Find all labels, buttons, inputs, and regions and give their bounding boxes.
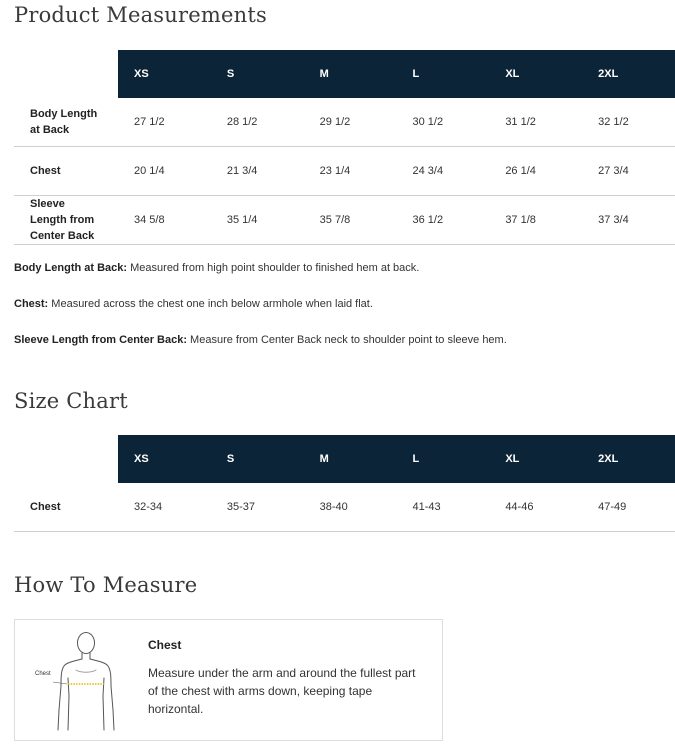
table-cell: 34 5/8 [118,196,211,245]
size-header-l: L [396,435,489,483]
body-outline-icon [31,626,141,738]
table-cell: 44-46 [489,483,582,532]
row-label-line: Chest [30,165,61,177]
table-cell: 32-34 [118,483,211,532]
table-cell: 21 3/4 [211,147,304,196]
row-label-line: Body Length [30,108,98,120]
figure-label: Chest [35,671,51,677]
table-cell: 27 1/2 [118,98,211,147]
size-header-m: M [304,50,397,98]
table-row [14,147,675,196]
size-header-s: S [211,50,304,98]
table-header-row [14,50,675,98]
table-cell: 41-43 [396,483,489,532]
note-term: Sleeve Length from Center Back: [14,334,187,346]
table-cell: 37 1/8 [489,196,582,245]
table-cell: 36 1/2 [396,196,489,245]
size-header-s: S [211,435,304,483]
table-cell: 35-37 [211,483,304,532]
table-cell: 30 1/2 [396,98,489,147]
size-header-xs: XS [118,435,211,483]
product-measurements-title: Product Measurements [14,3,267,27]
measure-card-text: Measure under the arm and around the fullest part of the chest with arms down, keeping tape horizontal. [148,666,416,716]
note-sleeve-length [14,334,507,346]
header-corner [14,50,118,98]
row-label-chest [14,147,118,196]
row-label-sleeve-length [14,196,118,245]
table-cell: 20 1/4 [118,147,211,196]
note-text: Measured across the chest one inch below armhole when laid flat. [48,298,373,310]
note-term: Chest: [14,298,49,310]
row-label-chest: Chest [14,483,118,532]
header-corner [14,435,118,483]
table-cell: 23 1/4 [304,147,397,196]
table-cell: 35 1/4 [211,196,304,245]
size-header-xs: XS [118,50,211,98]
size-header-2xl: 2XL [582,435,675,483]
size-header-xl: XL [489,50,582,98]
table-cell: 27 3/4 [582,147,675,196]
table-cell: 28 1/2 [211,98,304,147]
product-measurements-table [14,50,675,245]
size-chart-title: Size Chart [14,389,128,413]
measure-card-heading: Chest [148,638,182,652]
note-text: Measured from high point shoulder to finished hem at back. [127,262,420,274]
table-cell: 29 1/2 [304,98,397,147]
table-cell: 31 1/2 [489,98,582,147]
note-chest [14,298,373,310]
row-label-line: Center Back [30,230,95,242]
size-header-2xl: 2XL [582,50,675,98]
table-cell: 24 3/4 [396,147,489,196]
table-cell: 47-49 [582,483,675,532]
table-row [14,483,675,532]
table-row [14,196,675,245]
note-term: Body Length at Back: [14,262,128,274]
size-chart-table [14,435,675,532]
table-cell: 26 1/4 [489,147,582,196]
table-row [14,98,675,147]
table-cell: 35 7/8 [304,196,397,245]
table-header-row [14,435,675,483]
row-label-line: Sleeve [30,198,65,210]
table-cell: 38-40 [304,483,397,532]
table-cell: 32 1/2 [582,98,675,147]
size-header-xl: XL [489,435,582,483]
row-label-line: at Back [30,124,70,136]
size-header-m: M [304,435,397,483]
how-to-measure-title: How To Measure [14,573,198,597]
table-cell: 37 3/4 [582,196,675,245]
row-label-body-length [14,98,118,147]
row-label-line: Length from [30,214,95,226]
measure-card-chest [14,619,443,741]
note-text: Measure from Center Back neck to shoulder point to sleeve hem. [187,334,507,346]
note-body-length [14,262,419,274]
size-header-l: L [396,50,489,98]
